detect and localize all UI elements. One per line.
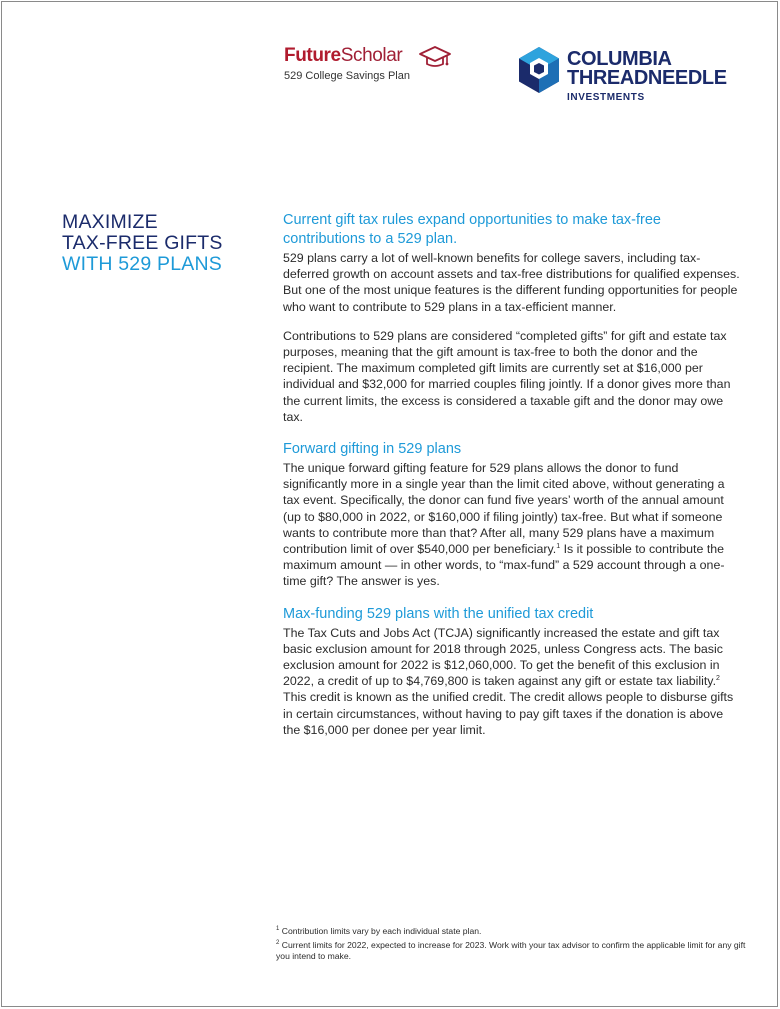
paragraph-intro: 529 plans carry a lot of well-known benefits for college savers, including tax-deferred growth on account assets and tax-free distributions for qualified expenses. But one of the most unique features is the different funding opportunities for people who want to contribute to 529 plans in a tax-efficient manner. — [283, 251, 740, 314]
footnote-1-text: Contribution limits vary by each individual state plan. — [279, 926, 482, 936]
future-scholar-name-bold: Future — [284, 45, 341, 66]
footnote-2-number: 2 — [276, 940, 280, 947]
section-heading-forward-gifting: Forward gifting in 529 plans — [283, 441, 462, 458]
paragraph-forward-gifting-a: The unique forward gifting feature for 529 plans allows the donor to fund significantly more in a single year than the limit cited above, without generating a tax event. Specifically, the donor can fund five years’ worth of the annual amount (up to $80,000 in 2022, or $160,000 if filing jointly) tax-free. But what if someone wants to contribute more than that? After all, many 529 plans have a maximum contribution limit of over $540,000 per beneficiary. — [283, 461, 725, 557]
columbia-threadneedle-logo — [517, 46, 757, 108]
section-heading-current-rules: Current gift tax rules expand opportunities to make tax-free contributions to a 529 plan. — [283, 212, 661, 247]
footnote-2-text: Current limits for 2022, expected to increase for 2023. Work with your tax advisor to confirm the applicable limit for any gift you intend to make. — [276, 940, 746, 961]
graduation-cap-icon — [416, 45, 454, 69]
document-page — [1, 1, 778, 1007]
future-scholar-logo — [284, 45, 484, 91]
footnote-1 — [276, 926, 746, 937]
investments-text: INVESTMENTS — [567, 92, 645, 103]
main-content — [283, 211, 743, 738]
columbia-text: COLUMBIA — [567, 48, 672, 70]
future-scholar-subtitle: 529 College Savings Plan — [284, 70, 410, 82]
future-scholar-name-regular: Scholar — [340, 45, 403, 66]
footnotes — [276, 926, 746, 965]
section-heading-max-funding: Max-funding 529 plans with the unified tax credit — [283, 605, 594, 622]
paragraph-forward-gifting-b: Is it possible to contribute the maximum amount — in other words, to “max-fund” a 529 account through a one-time gift? The answer is yes. — [283, 542, 725, 589]
footnote-ref-2: 2 — [716, 675, 720, 683]
title-line-1: MAXIMIZE — [62, 211, 158, 233]
paragraph-forward-gifting — [283, 460, 743, 590]
title-line-3: WITH 529 PLANS — [62, 253, 222, 275]
footnote-ref-1: 1 — [556, 542, 561, 550]
paragraph-max-funding-b: This credit is known as the unified credit. The credit allows people to disburse gifts in certain circumstances, without having to pay gift taxes if the donation is above the $16,000 per donee per year limit. — [283, 690, 734, 737]
future-scholar-name — [284, 45, 484, 67]
footnote-2 — [276, 940, 746, 962]
paragraph-max-funding-a: The Tax Cuts and Jobs Act (TCJA) significantly increased the estate and gift tax basic exclusion amount for 2018 through 2025, unless Congress acts. The basic exclusion amount for 2022 is $12,060,000. To get the benefit of this exclusion in 2022, a credit of up to $4,769,800 is taken against any gift or estate tax liability. — [283, 625, 723, 689]
footnote-1-number: 1 — [276, 926, 280, 933]
columbia-threadneedle-wordmark — [567, 50, 727, 103]
paragraph-completed-gifts: Contributions to 529 plans are considered “completed gifts” for gift and estate tax purposes, meaning that the gift amount is tax-free to both the donor and the recipient. The maximum completed gift limits are currently set at $16,000 per individual and $32,000 for married couples filing jointly. If a donor gives more than the current limits, the excess is considered a taxable gift and the donor may owe tax. — [283, 328, 731, 424]
threadneedle-text: THREADNEEDLE — [567, 67, 727, 89]
paragraph-max-funding — [283, 625, 743, 738]
document-title — [62, 212, 262, 275]
title-line-2: TAX-FREE GIFTS — [62, 232, 223, 254]
columbia-threadneedle-mark-icon — [517, 46, 561, 94]
